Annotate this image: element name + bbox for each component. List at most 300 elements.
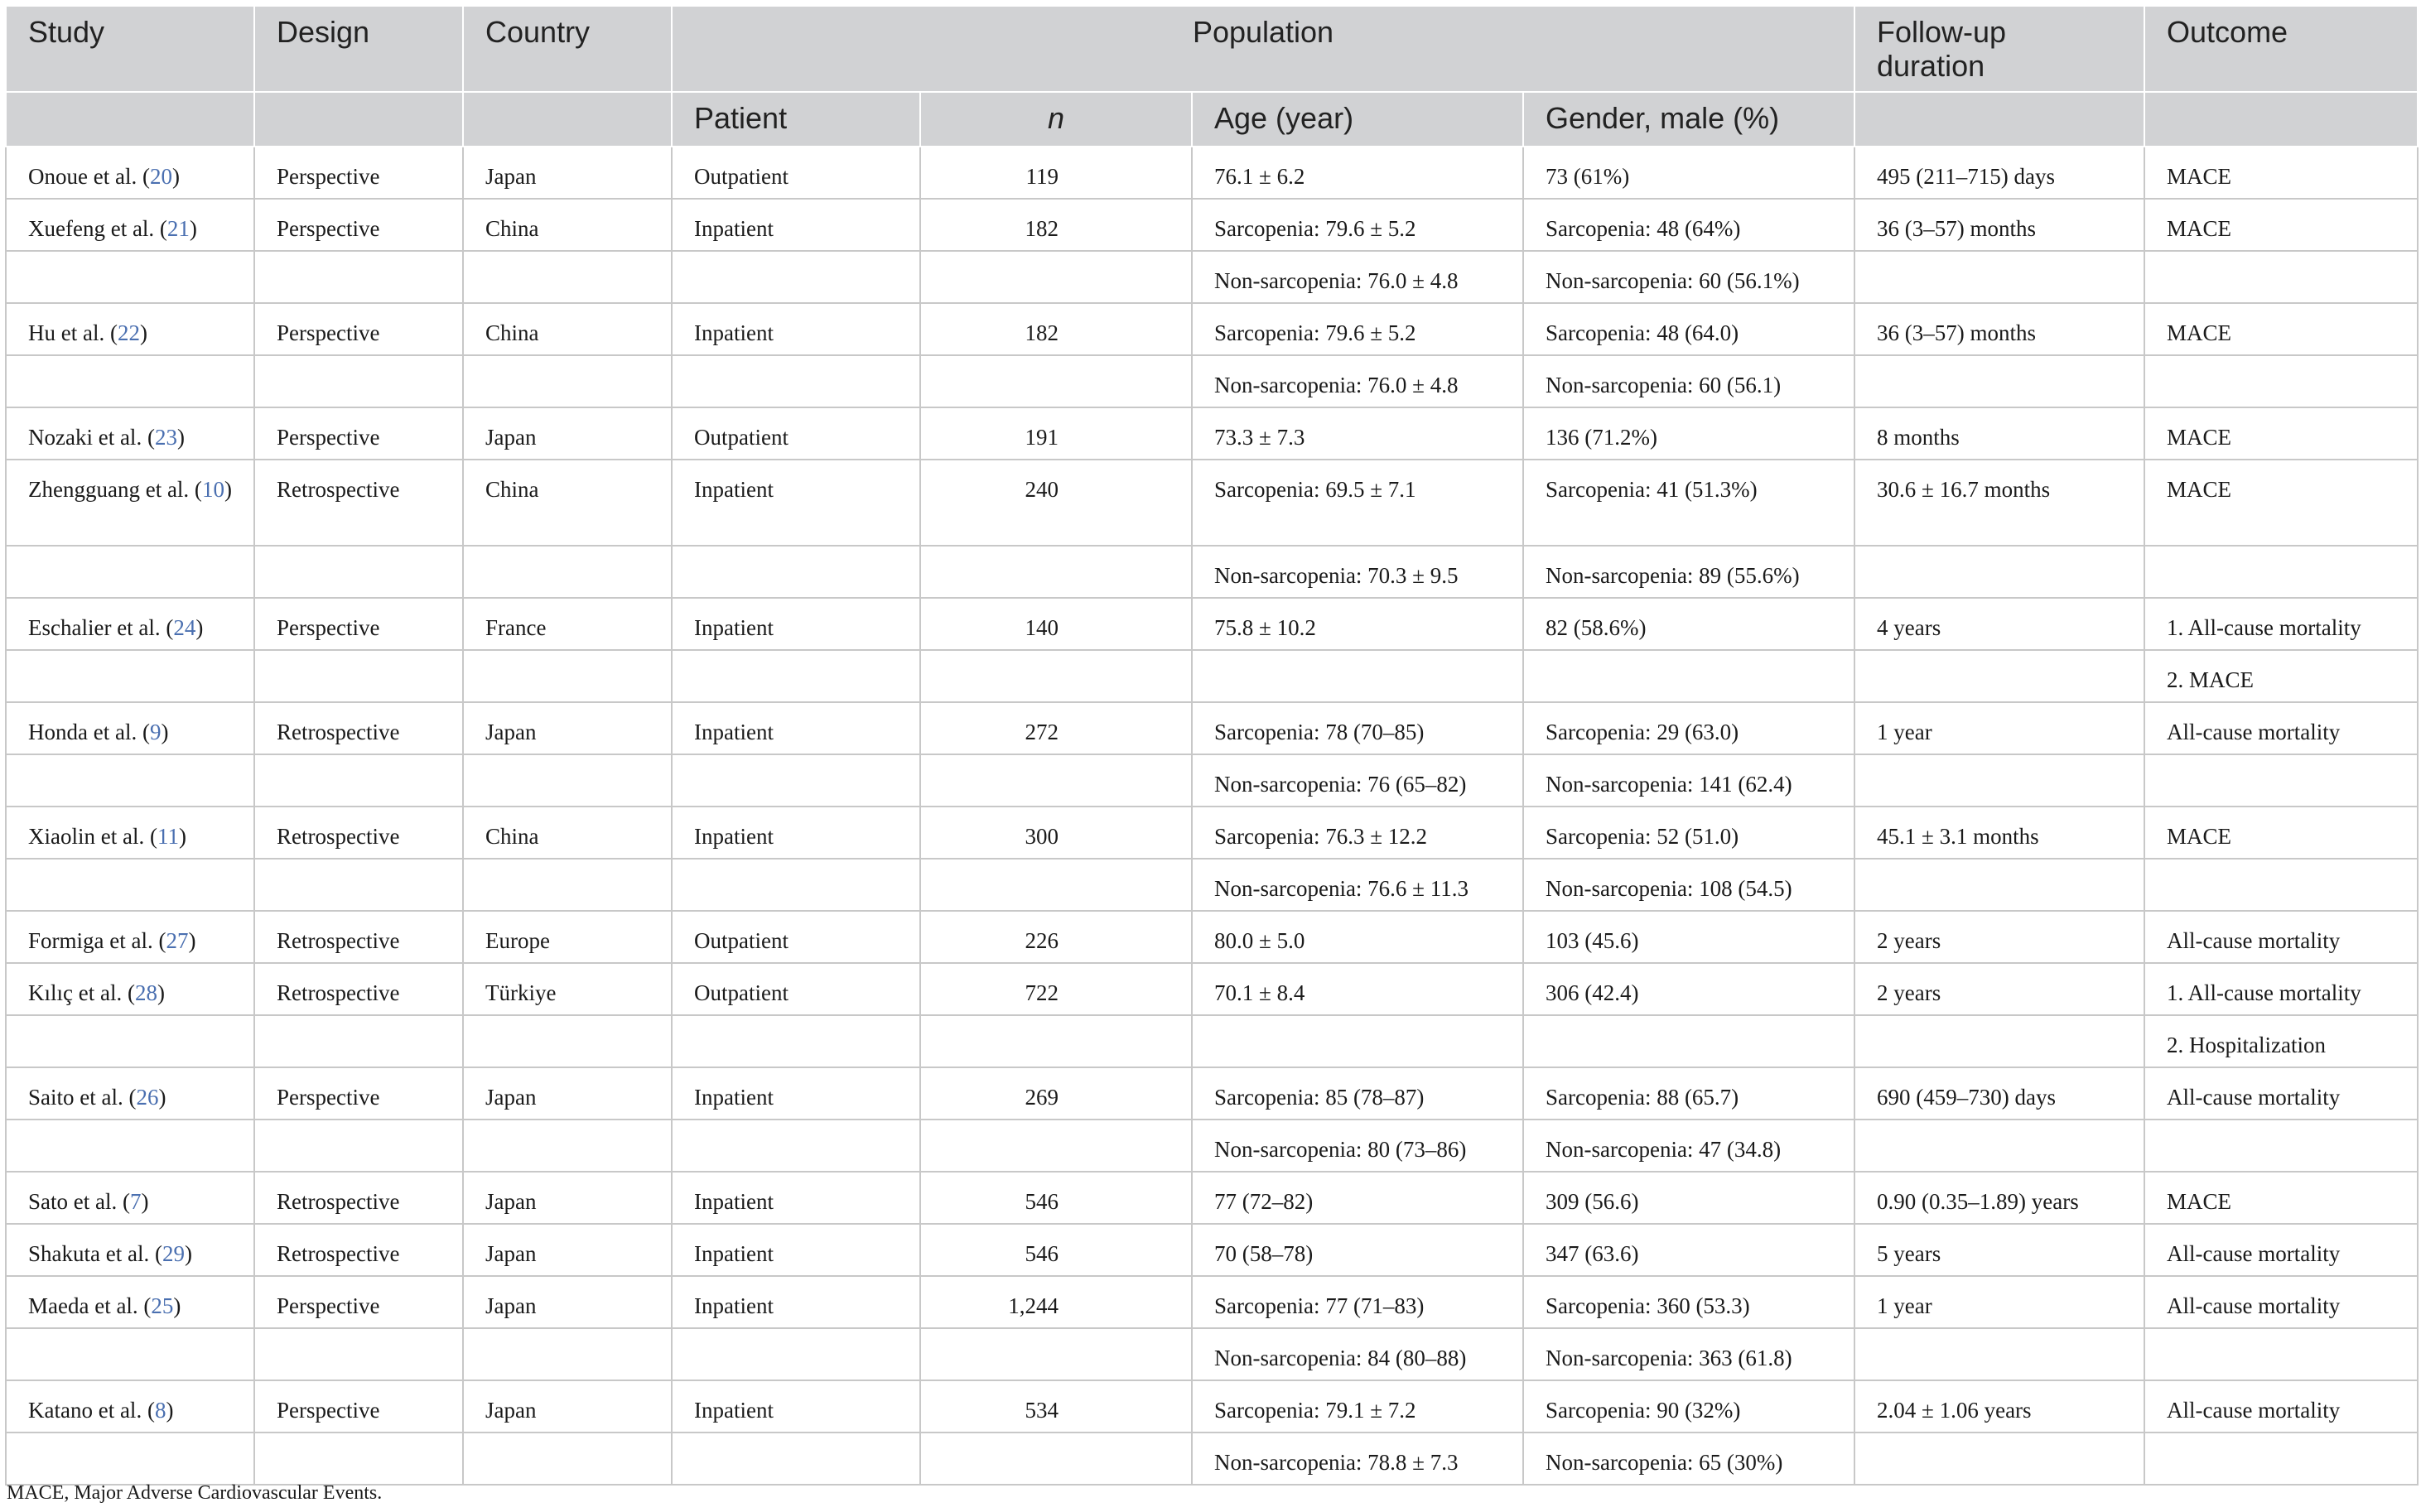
cell-patient <box>672 1433 920 1485</box>
cell-followup: 4 years <box>1854 598 2144 650</box>
cell-n: 119 <box>920 147 1192 199</box>
cell-design: Retrospective <box>254 807 463 859</box>
cell-outcome <box>2144 1433 2418 1485</box>
cell-gender: 82 (58.6%) <box>1523 598 1854 650</box>
table-row <box>6 598 2418 650</box>
table-row <box>6 460 2418 546</box>
cell-followup: 30.6 ± 16.7 months <box>1854 460 2144 546</box>
cell-patient <box>672 546 920 598</box>
cell-patient <box>672 355 920 407</box>
cell-n <box>920 546 1192 598</box>
cell-patient <box>672 251 920 303</box>
cell-study <box>6 1224 254 1276</box>
cell-design <box>254 754 463 807</box>
cell-age: Non-sarcopenia: 78.8 ± 7.3 <box>1192 1433 1523 1485</box>
cell-gender: 347 (63.6) <box>1523 1224 1854 1276</box>
cell-patient: Inpatient <box>672 1276 920 1328</box>
cell-design <box>254 1015 463 1067</box>
cell-gender <box>1523 1015 1854 1067</box>
cell-followup <box>1854 1433 2144 1485</box>
cell-patient: Inpatient <box>672 1380 920 1433</box>
closing-paren: ) <box>161 720 169 744</box>
closing-paren: ) <box>171 164 180 189</box>
cell-outcome: All-cause mortality <box>2144 702 2418 754</box>
cell-followup <box>1854 650 2144 702</box>
cell-design: Perspective <box>254 303 463 355</box>
cell-n: 272 <box>920 702 1192 754</box>
cell-gender: Sarcopenia: 29 (63.0) <box>1523 702 1854 754</box>
cell-design <box>254 1120 463 1172</box>
cell-study <box>6 754 254 807</box>
cell-country: Japan <box>463 1380 672 1433</box>
cell-gender: Non-sarcopenia: 363 (61.8) <box>1523 1328 1854 1380</box>
cell-followup <box>1854 355 2144 407</box>
cell-patient: Outpatient <box>672 963 920 1015</box>
closing-paren: ) <box>195 615 204 640</box>
footnote: MACE, Major Adverse Cardiovascular Events. <box>7 1482 383 1504</box>
cell-design <box>254 355 463 407</box>
cell-design <box>254 859 463 911</box>
cell-outcome: MACE <box>2144 199 2418 251</box>
cell-country: China <box>463 199 672 251</box>
cell-outcome: All-cause mortality <box>2144 1224 2418 1276</box>
cell-n <box>920 355 1192 407</box>
cell-age: Sarcopenia: 79.1 ± 7.2 <box>1192 1380 1523 1433</box>
header-patient: Patient <box>672 92 920 147</box>
cell-study <box>6 1276 254 1328</box>
table-row <box>6 807 2418 859</box>
cell-design: Perspective <box>254 598 463 650</box>
header-design: Design <box>254 6 463 92</box>
cell-followup: 690 (459–730) days <box>1854 1067 2144 1120</box>
reference-link[interactable]: 21 <box>166 216 190 241</box>
cell-outcome: All-cause mortality <box>2144 911 2418 963</box>
closing-paren: ) <box>158 1085 166 1110</box>
study-name: Nozaki et al. ( <box>28 425 155 450</box>
cell-country: Japan <box>463 1276 672 1328</box>
cell-country <box>463 1433 672 1485</box>
table-row <box>6 911 2418 963</box>
cell-gender: Sarcopenia: 48 (64%) <box>1523 199 1854 251</box>
header-outcome: Outcome <box>2144 6 2418 92</box>
cell-followup: 0.90 (0.35–1.89) years <box>1854 1172 2144 1224</box>
table-row <box>6 355 2418 407</box>
table-body <box>6 147 2418 1485</box>
table-row <box>6 199 2418 251</box>
cell-study <box>6 251 254 303</box>
cell-followup <box>1854 251 2144 303</box>
cell-patient: Outpatient <box>672 911 920 963</box>
cell-n: 722 <box>920 963 1192 1015</box>
closing-paren: ) <box>166 1398 174 1423</box>
study-name: Saito et al. ( <box>28 1085 137 1110</box>
cell-followup: 8 months <box>1854 407 2144 460</box>
cell-gender: Non-sarcopenia: 47 (34.8) <box>1523 1120 1854 1172</box>
closing-paren: ) <box>141 1189 149 1214</box>
cell-outcome: All-cause mortality <box>2144 1380 2418 1433</box>
cell-study <box>6 963 254 1015</box>
cell-gender: Sarcopenia: 41 (51.3%) <box>1523 460 1854 546</box>
cell-gender: Non-sarcopenia: 89 (55.6%) <box>1523 546 1854 598</box>
cell-country <box>463 355 672 407</box>
cell-followup <box>1854 1120 2144 1172</box>
table-row <box>6 754 2418 807</box>
cell-n <box>920 859 1192 911</box>
cell-design <box>254 1328 463 1380</box>
cell-age: 77 (72–82) <box>1192 1172 1523 1224</box>
cell-outcome: MACE <box>2144 303 2418 355</box>
cell-n <box>920 1120 1192 1172</box>
cell-age: Sarcopenia: 77 (71–83) <box>1192 1276 1523 1328</box>
cell-gender: Sarcopenia: 360 (53.3) <box>1523 1276 1854 1328</box>
cell-patient <box>672 754 920 807</box>
cell-gender: 73 (61%) <box>1523 147 1854 199</box>
cell-age: Non-sarcopenia: 84 (80–88) <box>1192 1328 1523 1380</box>
cell-age: Sarcopenia: 85 (78–87) <box>1192 1067 1523 1120</box>
cell-followup: 45.1 ± 3.1 months <box>1854 807 2144 859</box>
cell-followup: 5 years <box>1854 1224 2144 1276</box>
cell-n: 546 <box>920 1172 1192 1224</box>
cell-followup: 2.04 ± 1.06 years <box>1854 1380 2144 1433</box>
table-row <box>6 1015 2418 1067</box>
cell-age: 80.0 ± 5.0 <box>1192 911 1523 963</box>
cell-patient: Inpatient <box>672 1172 920 1224</box>
reference-link[interactable]: 7 <box>129 1189 142 1214</box>
cell-design: Perspective <box>254 1276 463 1328</box>
reference-link[interactable]: 28 <box>134 980 157 1005</box>
cell-n: 300 <box>920 807 1192 859</box>
cell-gender: Sarcopenia: 88 (65.7) <box>1523 1067 1854 1120</box>
cell-n: 240 <box>920 460 1192 546</box>
cell-design: Perspective <box>254 1380 463 1433</box>
cell-gender: Sarcopenia: 52 (51.0) <box>1523 807 1854 859</box>
table-row <box>6 1172 2418 1224</box>
cell-gender: 306 (42.4) <box>1523 963 1854 1015</box>
table-row <box>6 1120 2418 1172</box>
study-name: Sato et al. ( <box>28 1189 130 1214</box>
cell-outcome: MACE <box>2144 460 2418 546</box>
cell-gender: Non-sarcopenia: 60 (56.1%) <box>1523 251 1854 303</box>
cell-patient <box>672 859 920 911</box>
reference-link[interactable]: 25 <box>151 1293 174 1318</box>
cell-followup <box>1854 546 2144 598</box>
cell-country <box>463 859 672 911</box>
study-name: Xuefeng et al. ( <box>28 216 167 241</box>
cell-outcome <box>2144 1328 2418 1380</box>
closing-paren: ) <box>224 477 232 502</box>
cell-n <box>920 754 1192 807</box>
cell-outcome <box>2144 546 2418 598</box>
reference-link[interactable]: 27 <box>166 928 189 953</box>
cell-patient <box>672 650 920 702</box>
cell-patient <box>672 1120 920 1172</box>
cell-country <box>463 251 672 303</box>
table-row <box>6 251 2418 303</box>
closing-paren: ) <box>176 425 185 450</box>
cell-patient: Outpatient <box>672 407 920 460</box>
cell-study <box>6 407 254 460</box>
cell-outcome <box>2144 1120 2418 1172</box>
study-name: Kılıç et al. ( <box>28 980 135 1005</box>
cell-country: Japan <box>463 407 672 460</box>
cell-country <box>463 754 672 807</box>
cell-study <box>6 859 254 911</box>
cell-country <box>463 1120 672 1172</box>
cell-study <box>6 598 254 650</box>
cell-design: Retrospective <box>254 963 463 1015</box>
cell-age: 70 (58–78) <box>1192 1224 1523 1276</box>
cell-study <box>6 1380 254 1433</box>
cell-n: 1,244 <box>920 1276 1192 1328</box>
cell-study <box>6 460 254 546</box>
closing-paren: ) <box>184 1241 192 1266</box>
cell-patient: Inpatient <box>672 1224 920 1276</box>
cell-country <box>463 1328 672 1380</box>
cell-age: Non-sarcopenia: 80 (73–86) <box>1192 1120 1523 1172</box>
cell-study <box>6 1120 254 1172</box>
cell-patient: Inpatient <box>672 303 920 355</box>
cell-n <box>920 650 1192 702</box>
reference-link[interactable]: 26 <box>136 1085 159 1110</box>
cell-design <box>254 1433 463 1485</box>
closing-paren: ) <box>139 320 147 345</box>
cell-outcome <box>2144 355 2418 407</box>
closing-paren: ) <box>173 1293 181 1318</box>
cell-design: Retrospective <box>254 460 463 546</box>
header-gender: Gender, male (%) <box>1523 92 1854 147</box>
cell-followup <box>1854 754 2144 807</box>
cell-n: 269 <box>920 1067 1192 1120</box>
table-row <box>6 1380 2418 1433</box>
cell-age: 73.3 ± 7.3 <box>1192 407 1523 460</box>
cell-patient: Inpatient <box>672 460 920 546</box>
cell-country: China <box>463 303 672 355</box>
header-blank <box>1854 92 2144 147</box>
cell-patient: Outpatient <box>672 147 920 199</box>
cell-design: Retrospective <box>254 702 463 754</box>
cell-study <box>6 147 254 199</box>
study-name: Katano et al. ( <box>28 1398 155 1423</box>
cell-followup: 1 year <box>1854 1276 2144 1328</box>
cell-study <box>6 199 254 251</box>
reference-link[interactable]: 10 <box>201 477 224 502</box>
cell-age: 75.8 ± 10.2 <box>1192 598 1523 650</box>
table-row <box>6 702 2418 754</box>
cell-n: 534 <box>920 1380 1192 1433</box>
cell-country <box>463 650 672 702</box>
cell-gender <box>1523 650 1854 702</box>
cell-country: France <box>463 598 672 650</box>
cell-age: Non-sarcopenia: 76.0 ± 4.8 <box>1192 355 1523 407</box>
table-row <box>6 1328 2418 1380</box>
cell-country: Japan <box>463 147 672 199</box>
cell-country <box>463 1015 672 1067</box>
cell-gender: 309 (56.6) <box>1523 1172 1854 1224</box>
cell-n <box>920 1328 1192 1380</box>
cell-study <box>6 303 254 355</box>
cell-followup: 2 years <box>1854 911 2144 963</box>
cell-outcome: 1. All-cause mortality <box>2144 598 2418 650</box>
cell-study <box>6 702 254 754</box>
cell-country <box>463 546 672 598</box>
study-name: Zhengguang et al. ( <box>28 477 202 502</box>
cell-outcome: All-cause mortality <box>2144 1067 2418 1120</box>
header-blank <box>254 92 463 147</box>
cell-n: 182 <box>920 303 1192 355</box>
cell-age: 76.1 ± 6.2 <box>1192 147 1523 199</box>
cell-age <box>1192 1015 1523 1067</box>
cell-country: Türkiye <box>463 963 672 1015</box>
reference-link[interactable]: 8 <box>154 1398 166 1423</box>
cell-patient: Inpatient <box>672 199 920 251</box>
cell-followup <box>1854 1015 2144 1067</box>
cell-age: Sarcopenia: 79.6 ± 5.2 <box>1192 303 1523 355</box>
reference-link[interactable]: 22 <box>117 320 140 345</box>
cell-study <box>6 911 254 963</box>
cell-patient: Inpatient <box>672 1067 920 1120</box>
cell-n: 546 <box>920 1224 1192 1276</box>
cell-age: Non-sarcopenia: 76.0 ± 4.8 <box>1192 251 1523 303</box>
cell-country: Japan <box>463 1224 672 1276</box>
study-name: Maeda et al. ( <box>28 1293 152 1318</box>
cell-study <box>6 546 254 598</box>
cell-age: Non-sarcopenia: 76.6 ± 11.3 <box>1192 859 1523 911</box>
header-age: Age (year) <box>1192 92 1523 147</box>
cell-gender: 103 (45.6) <box>1523 911 1854 963</box>
header-population: Population <box>672 6 1854 92</box>
study-name: Honda et al. ( <box>28 720 150 744</box>
cell-design <box>254 251 463 303</box>
cell-gender: Non-sarcopenia: 108 (54.5) <box>1523 859 1854 911</box>
cell-study <box>6 1067 254 1120</box>
cell-n: 140 <box>920 598 1192 650</box>
cell-followup <box>1854 1328 2144 1380</box>
cell-country: Europe <box>463 911 672 963</box>
table-row <box>6 1276 2418 1328</box>
cell-outcome: 2. MACE <box>2144 650 2418 702</box>
cell-study <box>6 650 254 702</box>
reference-link[interactable]: 23 <box>154 425 177 450</box>
cell-study <box>6 1172 254 1224</box>
cell-study <box>6 807 254 859</box>
cell-study <box>6 1433 254 1485</box>
cell-outcome: 1. All-cause mortality <box>2144 963 2418 1015</box>
cell-outcome: MACE <box>2144 807 2418 859</box>
cell-study <box>6 1328 254 1380</box>
cell-age: Sarcopenia: 69.5 ± 7.1 <box>1192 460 1523 546</box>
header-blank <box>2144 92 2418 147</box>
cell-country: Japan <box>463 1067 672 1120</box>
cell-design: Perspective <box>254 147 463 199</box>
table-row <box>6 407 2418 460</box>
study-name: Shakuta et al. ( <box>28 1241 162 1266</box>
study-name: Hu et al. ( <box>28 320 118 345</box>
reference-link[interactable]: 24 <box>173 615 196 640</box>
cell-patient: Inpatient <box>672 807 920 859</box>
cell-age: Sarcopenia: 76.3 ± 12.2 <box>1192 807 1523 859</box>
cell-followup: 495 (211–715) days <box>1854 147 2144 199</box>
cell-patient <box>672 1015 920 1067</box>
header-blank <box>6 92 254 147</box>
cell-gender: Sarcopenia: 48 (64.0) <box>1523 303 1854 355</box>
table-row <box>6 1067 2418 1120</box>
reference-link[interactable]: 9 <box>149 720 162 744</box>
cell-country: China <box>463 807 672 859</box>
cell-followup: 1 year <box>1854 702 2144 754</box>
cell-country: China <box>463 460 672 546</box>
table-row <box>6 1433 2418 1485</box>
header-followup: Follow-up duration <box>1854 6 2144 92</box>
cell-n <box>920 1433 1192 1485</box>
cell-design: Perspective <box>254 1067 463 1120</box>
study-name: Eschalier et al. ( <box>28 615 174 640</box>
cell-outcome: MACE <box>2144 147 2418 199</box>
cell-outcome: 2. Hospitalization <box>2144 1015 2418 1067</box>
cell-gender: 136 (71.2%) <box>1523 407 1854 460</box>
reference-link[interactable]: 29 <box>162 1241 185 1266</box>
cell-outcome <box>2144 754 2418 807</box>
cell-design: Perspective <box>254 199 463 251</box>
cell-patient: Inpatient <box>672 598 920 650</box>
closing-paren: ) <box>189 216 197 241</box>
table-container <box>5 5 2417 1486</box>
cell-outcome <box>2144 859 2418 911</box>
header-blank <box>463 92 672 147</box>
cell-age <box>1192 650 1523 702</box>
reference-link[interactable]: 11 <box>157 824 179 849</box>
cell-n: 191 <box>920 407 1192 460</box>
closing-paren: ) <box>157 980 165 1005</box>
table-row <box>6 147 2418 199</box>
reference-link[interactable]: 20 <box>149 164 172 189</box>
header-country: Country <box>463 6 672 92</box>
study-name: Formiga et al. ( <box>28 928 166 953</box>
cell-n: 182 <box>920 199 1192 251</box>
header-study: Study <box>6 6 254 92</box>
cell-design <box>254 650 463 702</box>
cell-age: Non-sarcopenia: 70.3 ± 9.5 <box>1192 546 1523 598</box>
cell-age: 70.1 ± 8.4 <box>1192 963 1523 1015</box>
cell-gender: Non-sarcopenia: 65 (30%) <box>1523 1433 1854 1485</box>
cell-patient: Inpatient <box>672 702 920 754</box>
cell-study <box>6 1015 254 1067</box>
cell-design: Retrospective <box>254 1224 463 1276</box>
cell-gender: Non-sarcopenia: 141 (62.4) <box>1523 754 1854 807</box>
cell-n <box>920 251 1192 303</box>
cell-age: Sarcopenia: 78 (70–85) <box>1192 702 1523 754</box>
table-row <box>6 1224 2418 1276</box>
cell-design: Retrospective <box>254 911 463 963</box>
cell-study <box>6 355 254 407</box>
closing-paren: ) <box>178 824 186 849</box>
cell-age: Sarcopenia: 79.6 ± 5.2 <box>1192 199 1523 251</box>
cell-outcome: MACE <box>2144 1172 2418 1224</box>
closing-paren: ) <box>188 928 196 953</box>
cell-age: Non-sarcopenia: 76 (65–82) <box>1192 754 1523 807</box>
table-row <box>6 546 2418 598</box>
cell-design: Retrospective <box>254 1172 463 1224</box>
cell-followup: 36 (3–57) months <box>1854 199 2144 251</box>
cell-design: Perspective <box>254 407 463 460</box>
cell-followup <box>1854 859 2144 911</box>
cell-country: Japan <box>463 702 672 754</box>
cell-followup: 36 (3–57) months <box>1854 303 2144 355</box>
cell-country: Japan <box>463 1172 672 1224</box>
table-row <box>6 859 2418 911</box>
cell-n <box>920 1015 1192 1067</box>
cell-n: 226 <box>920 911 1192 963</box>
header-n: n <box>920 92 1192 147</box>
